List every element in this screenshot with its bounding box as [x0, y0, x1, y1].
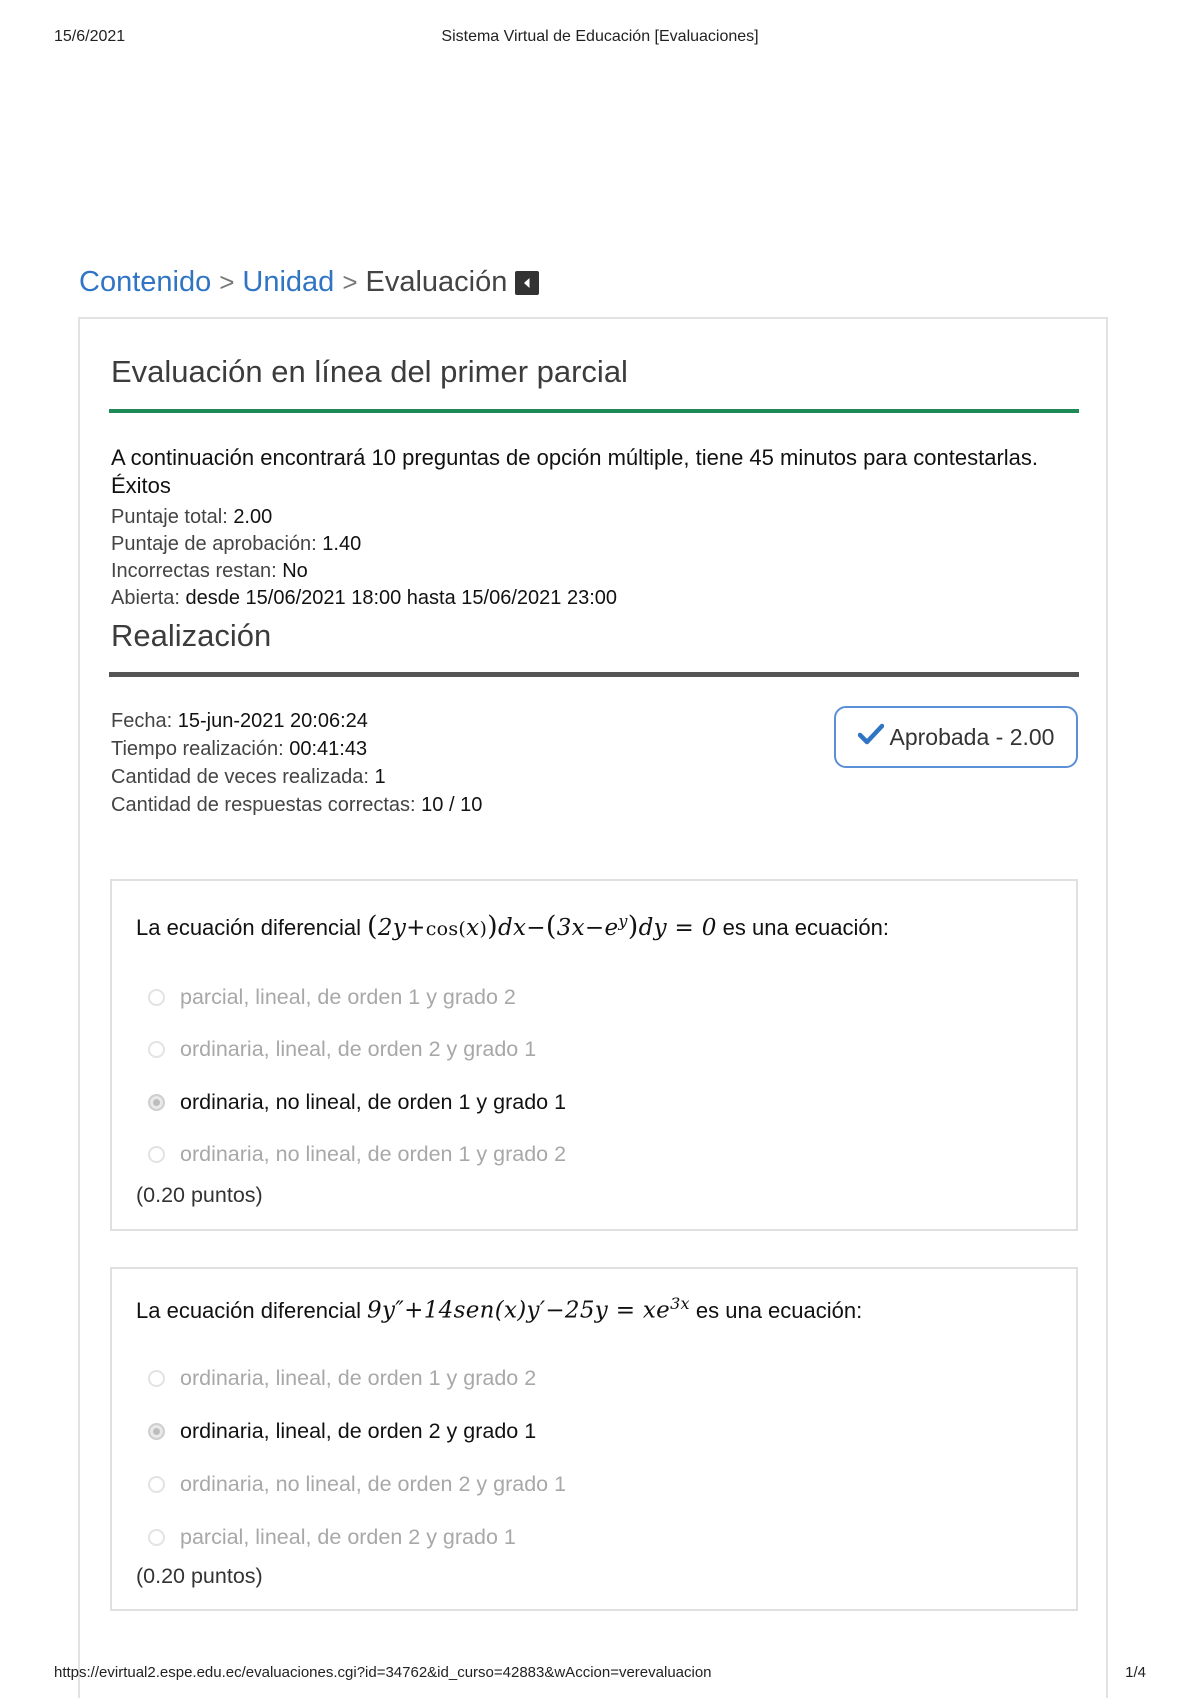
question-card [110, 879, 1078, 1231]
option-label: ordinaria, lineal, de orden 2 y grado 1 [180, 1419, 537, 1443]
answer-option[interactable] [148, 1142, 566, 1167]
breadcrumb [79, 266, 539, 299]
print-url: https://evirtual2.espe.edu.ec/evaluaciones.cgi?id=34762&id_curso=42883&wAccion=verevaluacion [54, 1664, 712, 1681]
info-open-window [111, 585, 617, 612]
answer-option[interactable] [148, 1472, 566, 1497]
breadcrumb-separator: > [342, 267, 358, 297]
stat-duration [111, 735, 482, 763]
radio-button[interactable] [148, 1041, 165, 1058]
radio-button[interactable] [148, 1146, 165, 1163]
question-points: (0.20 puntos) [136, 1564, 263, 1588]
collapse-left-icon[interactable] [515, 271, 539, 295]
info-value: desde 15/06/2021 18:00 hasta 15/06/2021 23:00 [185, 587, 617, 609]
print-page-number: 1/4 [1125, 1664, 1146, 1681]
question-text [136, 1294, 862, 1324]
radio-button[interactable] [148, 1370, 165, 1387]
stat-label: Fecha: [111, 710, 173, 732]
info-label: Puntaje de aprobación: [111, 533, 317, 555]
info-label: Puntaje total: [111, 506, 228, 528]
status-badge [834, 706, 1078, 768]
check-icon [858, 723, 884, 751]
answer-option[interactable] [148, 1366, 536, 1391]
question-equation: $9y''+14sen(x)y'-25y = xe^{3x}$ [367, 1294, 690, 1324]
evaluation-intro: A continuación encontrará 10 preguntas de opción múltiple, tiene 45 minutos para contestarlas. Éxitos [111, 445, 1039, 498]
option-label: ordinaria, no lineal, de orden 1 y grado 1 [180, 1090, 567, 1114]
radio-button[interactable] [148, 1476, 165, 1493]
radio-button[interactable] [148, 1529, 165, 1546]
stat-label: Cantidad de respuestas correctas: [111, 794, 416, 816]
print-date: 15/6/2021 [54, 28, 126, 45]
radio-button-checked[interactable] [148, 1094, 165, 1111]
stat-correct [111, 791, 482, 819]
stat-label: Tiempo realización: [111, 738, 284, 760]
info-pass-score [111, 531, 617, 558]
question-equation: $(2y+\cos(x))dx-(3x-e^y)dy = 0$ [367, 911, 717, 942]
stat-attempts [111, 763, 482, 791]
answer-option[interactable] [148, 1037, 536, 1062]
question-suffix: es una ecuación: [722, 915, 889, 940]
info-negative-marking [111, 558, 617, 585]
radio-button-checked[interactable] [148, 1423, 165, 1440]
breadcrumb-link-unidad[interactable]: Unidad [242, 266, 335, 298]
title-divider [109, 409, 1079, 413]
breadcrumb-current: Evaluación [365, 266, 508, 298]
print-title: Sistema Virtual de Educación [Evaluaciones] [441, 28, 759, 45]
info-value: No [282, 560, 308, 582]
option-label: ordinaria, no lineal, de orden 2 y grado 1 [180, 1472, 567, 1496]
realizacion-title: Realización [111, 618, 272, 653]
stat-value: 10 / 10 [421, 794, 483, 816]
option-label: parcial, lineal, de orden 1 y grado 2 [180, 985, 516, 1009]
evaluation-info [111, 504, 617, 612]
option-label: ordinaria, lineal, de orden 2 y grado 1 [180, 1037, 537, 1061]
option-label: parcial, lineal, de orden 2 y grado 1 [180, 1525, 516, 1549]
stat-date [111, 707, 482, 735]
question-prefix: La ecuación diferencial [136, 915, 362, 940]
question-text [136, 911, 889, 942]
stat-label: Cantidad de veces realizada: [111, 766, 369, 788]
info-total-score [111, 504, 617, 531]
question-points: (0.20 puntos) [136, 1183, 263, 1207]
radio-button[interactable] [148, 989, 165, 1006]
info-value: 2.00 [233, 506, 273, 528]
question-suffix: es una ecuación: [695, 1297, 863, 1323]
answer-option-selected[interactable] [148, 1419, 536, 1444]
option-label: ordinaria, lineal, de orden 1 y grado 2 [180, 1366, 537, 1390]
status-badge-label: Aprobada - 2.00 [889, 723, 1055, 750]
info-label: Incorrectas restan: [111, 560, 277, 582]
option-label: ordinaria, no lineal, de orden 1 y grado 2 [180, 1142, 567, 1166]
question-card [110, 1267, 1078, 1611]
breadcrumb-link-contenido[interactable]: Contenido [79, 266, 212, 298]
evaluation-title: Evaluación en línea del primer parcial [111, 354, 628, 389]
answer-option[interactable] [148, 1525, 516, 1550]
breadcrumb-separator: > [219, 267, 235, 297]
stat-value: 15-jun-2021 20:06:24 [177, 710, 368, 732]
answer-option-selected[interactable] [148, 1090, 566, 1115]
stat-value: 1 [374, 766, 386, 788]
realizacion-divider [109, 672, 1079, 677]
stat-value: 00:41:43 [289, 738, 368, 760]
info-label: Abierta: [111, 587, 180, 609]
question-prefix: La ecuación diferencial [136, 1297, 362, 1323]
answer-option[interactable] [148, 985, 516, 1010]
attempt-stats [111, 707, 482, 819]
info-value: 1.40 [322, 533, 362, 555]
